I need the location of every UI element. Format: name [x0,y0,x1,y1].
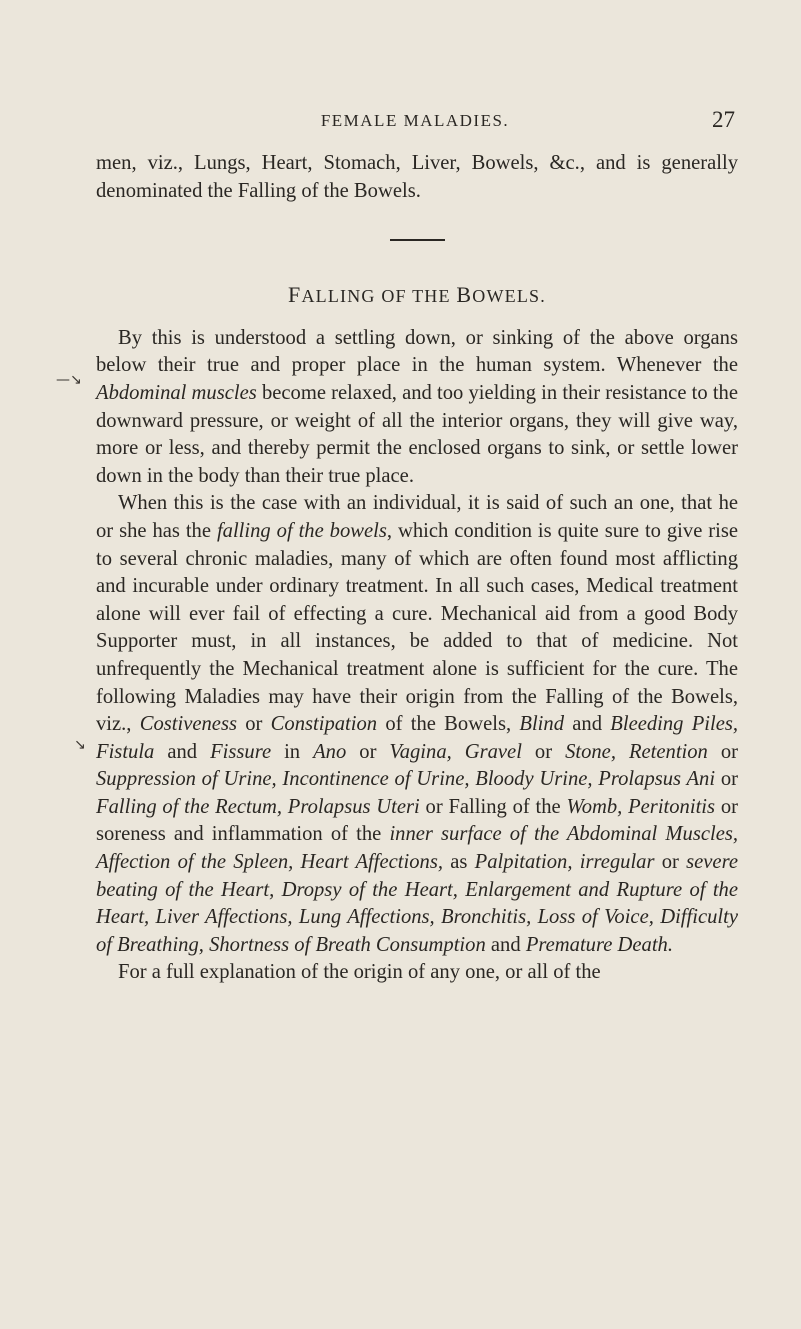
page-number: 27 [712,107,735,132]
heading-initial: B [456,282,473,308]
heading-text: OWELS. [472,286,546,307]
running-title: FEMALE MALADIES. [320,111,510,130]
margin-mark-icon: —↘ [56,372,82,388]
running-head [95,107,735,137]
continuation-paragraph: men, viz., Lungs, Heart, Stomach, Liver, Bowels, &c., and is generally denominated the Falling of the Bowels. [96,152,738,202]
margin-mark-icon: ↘ [74,737,86,753]
section-heading [96,281,738,311]
heading-initial: F [288,282,302,308]
paragraph-definition: By this is understood a settling down, or sinking of the above organs below their true and proper place in the human system. Whenever the Abdominal muscles become relaxed, and too yielding in their resistance to the downward pressure, or weight of all the interior organs, they will give way, more or less, and thereby permit the enclosed organs to sink, or settle lower down in the body than their true place. [96,326,738,487]
heading-text: ALLING OF THE [301,286,457,307]
body-text [96,150,738,987]
section-divider [390,239,445,241]
paragraph-explanation: For a full explanation of the origin of any one, or all of the [118,961,601,984]
paragraph-maladies: When this is the case with an individual, it is said of such an one, that he or she has the falling of the bowels, which condition is quite sure to give rise to several chronic maladies, many of which are often found most afflicting and incurable under ordinary treatment. In all such cases, Medical treatment alone will ever fail of effecting a cure. Mechanical aid from a good Body Supporter must, in all instances, be added to that of medicine. Not unfrequently the Mechanical treatment alone is sufficient for the cure. The following Maladies may have their origin from the Falling of the Bowels, viz., Costiveness or Constipation of the Bowels, Blind and Bleeding Piles, Fistula and Fissure in Ano or Vagina, Gravel or Stone, Retention or Suppression of Urine, Incontinence of Urine, Bloody Urine, Prolapsus Ani or Falling of the Rectum, Prolapsus Uteri or Falling of the Womb, Peritonitis or soreness and inflammation of the inner surface of the Abdominal Muscles, Affection of the Spleen, Heart Affections, as Palpitation, irregular or severe beating of the Heart, Dropsy of the Heart, Enlargement and Rupture of the Heart, Liver Affections, Lung Affections, Bronchitis, Loss of Voice, Difficulty of Breathing, Shortness of Breath Consumption and Premature Death. [96,492,739,956]
